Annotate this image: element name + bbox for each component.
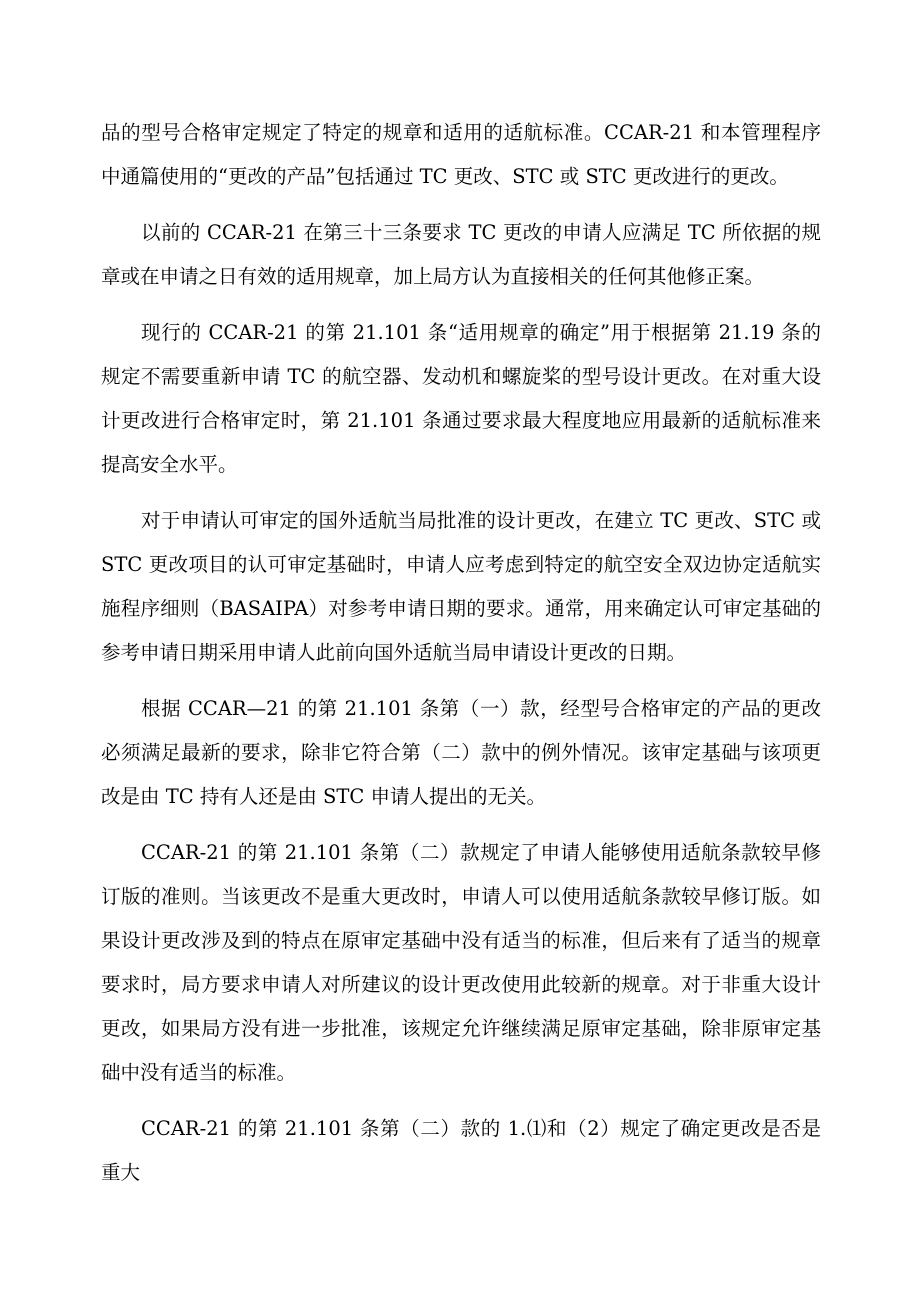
paragraph-6: CCAR-21 的第 21.101 条第（二）款规定了申请人能够使用适航条款较早修订版的准则。当该更改不是重大更改时，申请人可以使用适航条款较早修订版。如果设计更改涉及到的特点在原审定基础中没有适当的标准，但后来有了适当的规章要求时，局方要求申请人对所建议的设计更改使用此较新的规章。对于非重大设计更改，如果局方没有进一步批准，该规定允许继续满足原审定基础，除非原审定基础中没有适当的标准。 — [101, 841, 821, 1084]
document-body — [101, 111, 821, 1207]
paragraph-4: 对于申请认可审定的国外适航当局批准的设计更改，在建立 TC 更改、STC 或 STC 更改项目的认可审定基础时，申请人应考虑到特定的航空安全双边协定适航实施程序细则（BASAIPA）对参考申请日期的要求。通常，用来确定认可审定基础的参考申请日期采用申请人此前向国外适航当局申请设计更改的日期。 — [101, 509, 821, 664]
paragraph-2: 以前的 CCAR-21 在第三十三条要求 TC 更改的申请人应满足 TC 所依据的规章或在申请之日有效的适用规章，加上局方认为直接相关的任何其他修正案。 — [101, 221, 821, 288]
paragraph-3: 现行的 CCAR-21 的第 21.101 条“适用规章的确定”用于根据第 21.19 条的规定不需要重新申请 TC 的航空器、发动机和螺旋桨的型号设计更改。在对重大设计更改进行合格审定时，第 21.101 条通过要求最大程度地应用最新的适航标准来提高安全水平。 — [101, 321, 821, 476]
paragraph-7: CCAR-21 的第 21.101 条第（二）款的 1.⑴和（2）规定了确定更改是否是重大 — [101, 1117, 821, 1184]
paragraph-1: 品的型号合格审定规定了特定的规章和适用的适航标准。CCAR-21 和本管理程序中通篇使用的“更改的产品”包括通过 TC 更改、STC 或 STC 更改进行的更改。 — [101, 121, 821, 188]
paragraph-5: 根据 CCAR—21 的第 21.101 条第（一）款，经型号合格审定的产品的更改必须满足最新的要求，除非它符合第（二）款中的例外情况。该审定基础与该项更改是由 TC 持有人还是由 STC 申请人提出的无关。 — [101, 697, 821, 808]
